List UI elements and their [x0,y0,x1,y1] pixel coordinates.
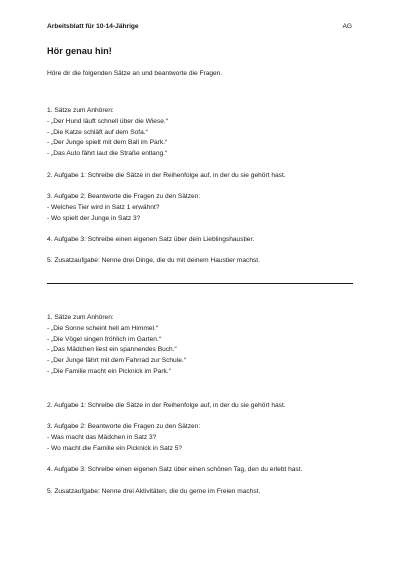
sentence-item: - „Die Katze schläft auf dem Sofa.“ [47,128,148,136]
section2-task3 [47,465,357,476]
question-item: - Was macht das Mädchen in Satz 3? [47,433,157,441]
section2-task1 [47,401,357,412]
section1-task2 [47,192,357,224]
sentences-heading: 1. Sätze zum Anhören: [47,314,114,321]
section-divider [47,283,353,284]
question-item: - Wo macht die Familie ein Picknick in Satz 5? [47,444,183,452]
sentence-item: - „Der Junge spielt mit dem Ball im Park.“ [47,139,168,147]
task-text: 2. Aufgabe 1: Schreibe die Sätze in der Reihenfolge auf, in der du sie gehört hast. [47,172,286,179]
task-text: 5. Zusatzaufgabe: Nenne drei Aktivitäten, die du gerne im Freien machst. [47,488,261,495]
sentence-item: - „Das Auto fährt laut die Straße entlang.“ [47,150,168,158]
section2-task2 [47,422,357,454]
sentence-item: - „Die Familie macht ein Picknick im Park.“ [47,367,171,375]
sentence-item: - „Der Hund läuft schnell über die Wiese.“ [47,117,168,125]
sentences-heading: 1. Sätze zum Anhören: [47,107,114,114]
page-title: Hör genau hin! [47,46,112,56]
task-text: 4. Aufgabe 3: Schreibe einen eigenen Satz über einen schönen Tag, den du erlebt hast. [47,466,303,473]
task-text: 4. Aufgabe 3: Schreibe einen eigenen Satz über dein Lieblingshaustier. [47,236,255,243]
task-heading: 3. Aufgabe 2: Beantworte die Fragen zu den Sätzen: [47,193,201,200]
section1-task1 [47,171,357,182]
sentence-item: - „Die Sonne scheint hell am Himmel.“ [47,324,159,332]
question-item: - Welches Tier wird in Satz 1 erwähnt? [47,203,160,211]
section1-task3 [47,235,357,246]
question-item: - Wo spielt der Junge in Satz 3? [47,214,141,222]
author-initials: AG [342,23,352,30]
section2-sentences [47,313,357,378]
section2-bonus [47,487,357,498]
task-text: 2. Aufgabe 1: Schreibe die Sätze in der Reihenfolge auf, in der du sie gehört hast. [47,402,286,409]
sentence-item: - „Der Junge fährt mit dem Fahrrad zur Schule.“ [47,357,186,365]
sentence-item: - „Die Vögel singen fröhlich im Garten.“ [47,335,161,343]
worksheet-label: Arbeitsblatt für 10-14-Jährige [47,23,139,30]
section1-sentences [47,106,357,160]
task-text: 5. Zusatzaufgabe: Nenne drei Dinge, die du mit deinem Haustier machst. [47,257,260,264]
section1-bonus [47,256,357,267]
intro-text: Höre dir die folgenden Sätze an und beantworte die Fragen. [47,70,223,77]
worksheet-header [47,23,352,30]
sentence-item: - „Das Mädchen liest ein spannendes Buch.“ [47,346,177,354]
task-heading: 3. Aufgabe 2: Beantworte die Fragen zu den Sätzen: [47,423,201,430]
